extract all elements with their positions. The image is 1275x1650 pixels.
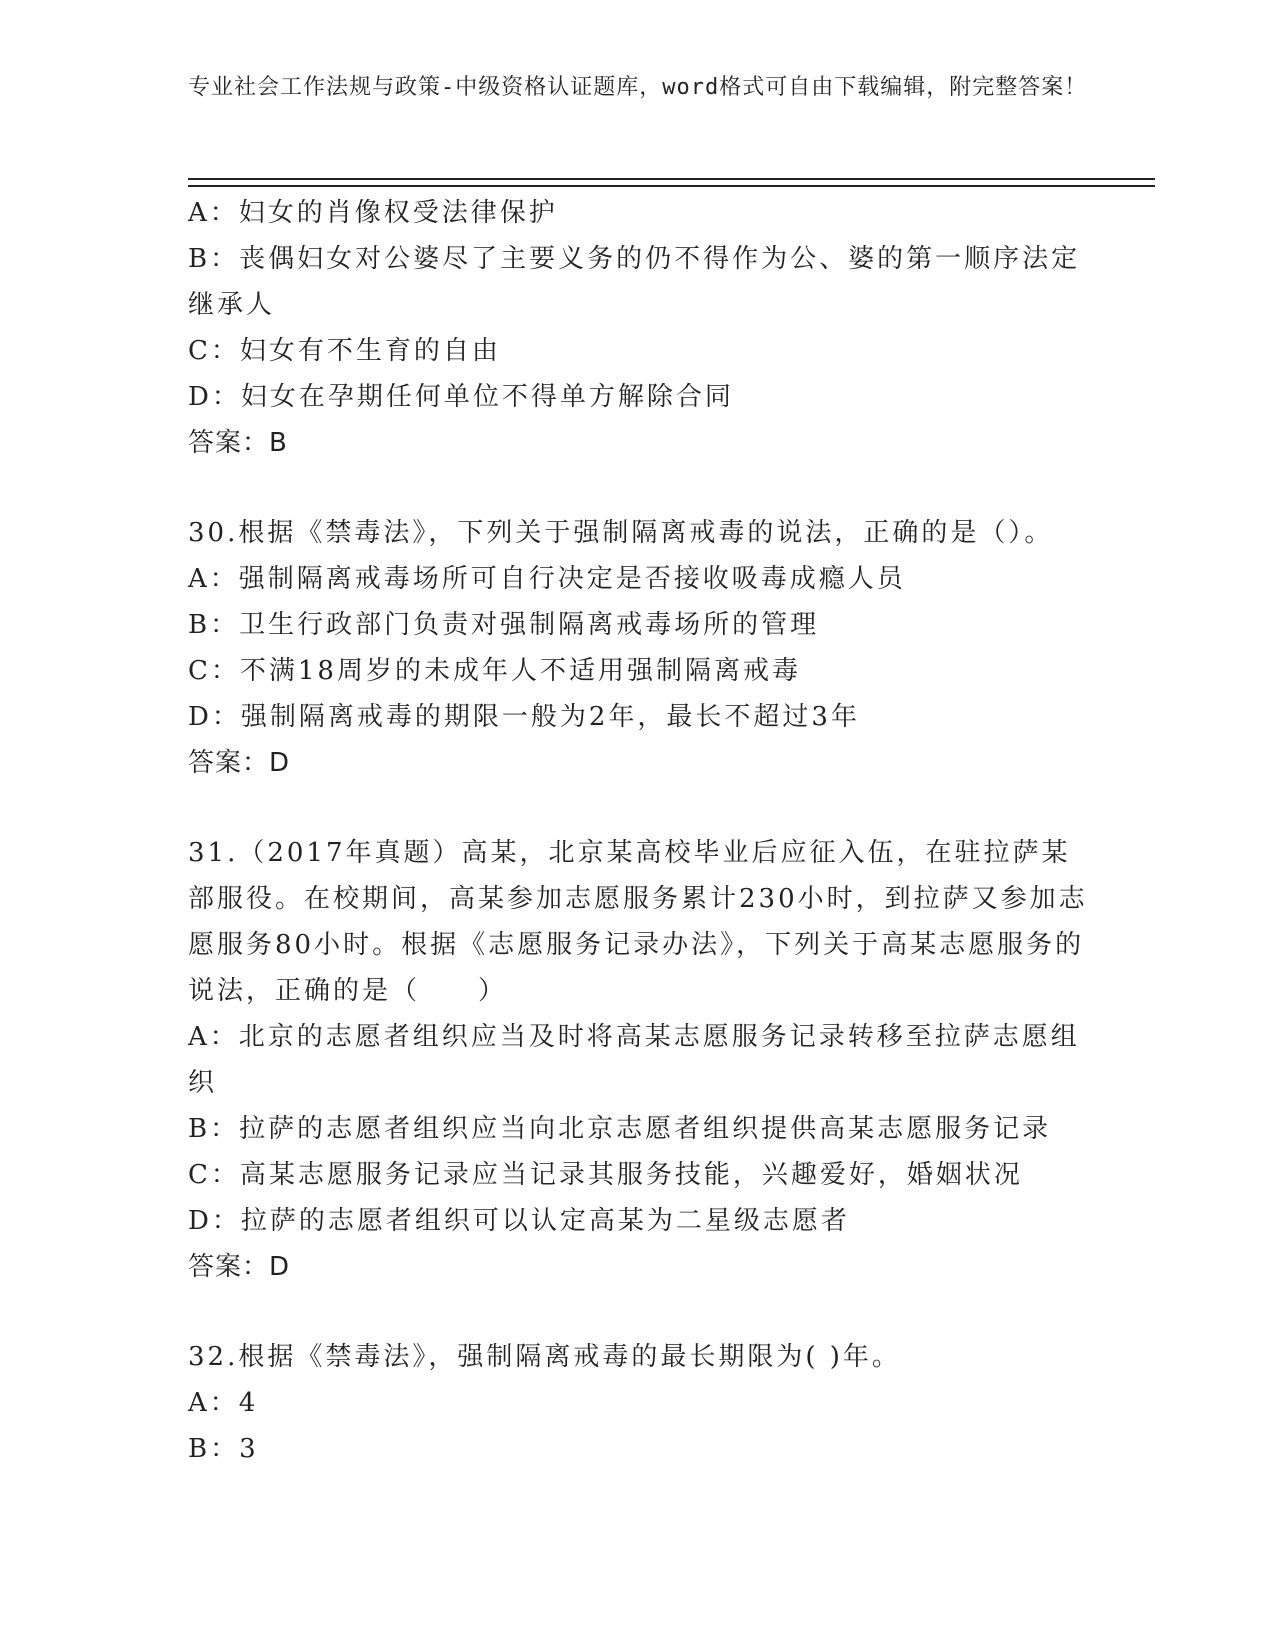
question-content	[188, 190, 1088, 1472]
q30-stem: 30.根据《禁毒法》，下列关于强制隔离戒毒的说法，正确的是（）。	[188, 518, 1054, 548]
question-30	[188, 510, 1088, 786]
q30-option-b: B：卫生行政部门负责对强制隔离戒毒场所的管理	[188, 610, 820, 640]
q32-option-b: B：3	[188, 1434, 259, 1464]
question-32	[188, 1334, 1088, 1472]
q31-answer: 答案：D	[188, 1252, 291, 1282]
page-header: 专业社会工作法规与政策-中级资格认证题库，word格式可自由下载编辑，附完整答案！	[188, 75, 1088, 100]
q30-option-d: D：强制隔离戒毒的期限一般为2年，最长不超过3年	[188, 702, 860, 732]
q31-option-c: C：高某志愿服务记录应当记录其服务技能，兴趣爱好，婚姻状况	[188, 1160, 1023, 1190]
q30-answer: 答案：D	[188, 748, 291, 778]
q31-option-d: D：拉萨的志愿者组织可以认定高某为二星级志愿者	[188, 1206, 850, 1236]
spacer	[188, 786, 1088, 830]
header-divider-top	[188, 178, 1155, 180]
spacer	[188, 1290, 1088, 1334]
header-divider-bottom	[188, 185, 1155, 187]
q29-option-d: D：妇女在孕期任何单位不得单方解除合同	[188, 382, 734, 412]
q29-option-c: C：妇女有不生育的自由	[188, 336, 501, 366]
q30-option-a: A：强制隔离戒毒场所可自行决定是否接收吸毒成瘾人员	[188, 564, 906, 594]
q29-option-a: A：妇女的肖像权受法律保护	[188, 198, 558, 228]
question-31	[188, 830, 1088, 1290]
q31-option-a: A：北京的志愿者组织应当及时将高某志愿服务记录转移至拉萨志愿组织	[188, 1022, 1080, 1098]
question-29	[188, 190, 1088, 466]
q32-option-a: A：4	[188, 1388, 259, 1418]
q31-stem: 31.（2017年真题）高某，北京某高校毕业后应征入伍，在驻拉萨某部服役。在校期间，高某参加志愿服务累计230小时，到拉萨又参加志愿服务80小时。根据《志愿服务记录办法》，下列关于高某志愿服务的说法，正确的是（ ）	[188, 838, 1088, 1006]
q30-option-c: C：不满18周岁的未成年人不适用强制隔离戒毒	[188, 656, 801, 686]
q31-option-b: B：拉萨的志愿者组织应当向北京志愿者组织提供高某志愿服务记录	[188, 1114, 1052, 1144]
spacer	[188, 466, 1088, 510]
q32-stem: 32.根据《禁毒法》，强制隔离戒毒的最长期限为( )年。	[188, 1342, 901, 1372]
q29-answer: 答案：B	[188, 428, 288, 458]
q29-option-b: B：丧偶妇女对公婆尽了主要义务的仍不得作为公、婆的第一顺序法定继承人	[188, 244, 1081, 320]
